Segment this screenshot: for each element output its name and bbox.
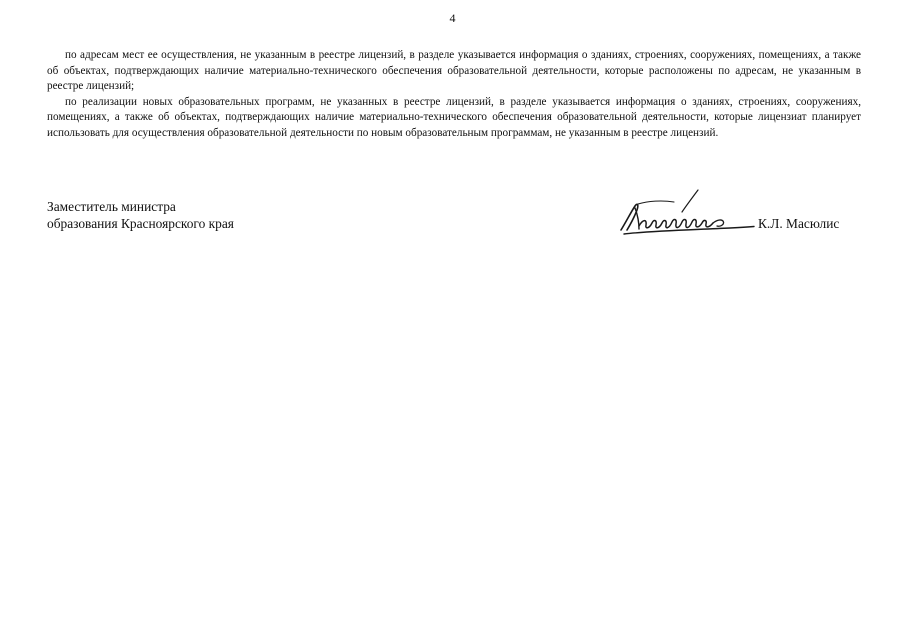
paragraph-programs: по реализации новых образовательных программ, не указанных в реестре лицензий, в разделе указывается информация о зданиях, строениях, сооружениях, помещениях, а также об объектах, подтверждающих наличие материально-технического обеспечения образовательной деятельности, которые лицензиат планирует использовать для осуществления образовательной деятельности по новым образовательным программам, не указанным в реестре лицензий. (47, 95, 861, 139)
body-text (47, 48, 861, 141)
signatory-position (47, 198, 234, 232)
page-number: 4 (449, 11, 456, 25)
signer-name: К.Л. Масюлис (758, 216, 840, 231)
handwritten-signature (618, 188, 758, 240)
paragraph-locations: по адресам мест ее осуществления, не указанным в реестре лицензий, в разделе указывается информация о зданиях, строениях, сооружениях, помещениях, а также об объектах, подтверждающих наличие материально-технического обеспечения образовательной деятельности, которые расположены по адресам, не указанным в реестре лицензий; (47, 49, 861, 92)
position-line-2: образования Красноярского края (47, 216, 234, 231)
position-line-1: Заместитель министра (47, 199, 176, 214)
